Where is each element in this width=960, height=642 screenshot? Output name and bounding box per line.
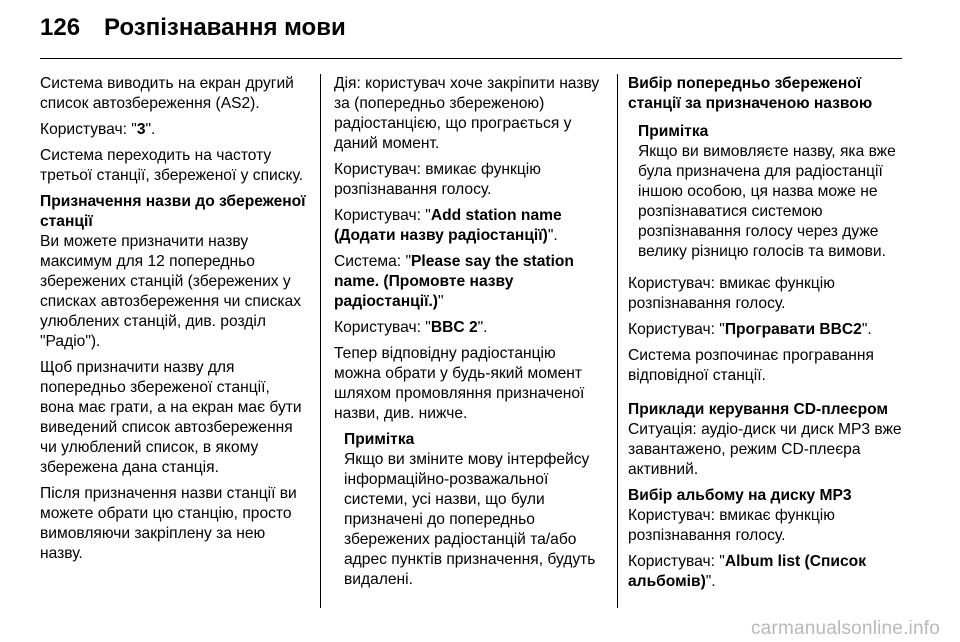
paragraph	[334, 252, 604, 312]
section-heading: Приклади керування CD-плеєром	[628, 401, 888, 418]
text: Користувач: "	[40, 121, 137, 138]
paragraph: Користувач: вмикає функцію розпізнавання голосу.	[334, 161, 541, 198]
paragraph	[40, 120, 308, 140]
paragraph: Дія: користувач хоче закріпити назву за (попередньо збереженою) радіостанцією, що програється у даний момент.	[334, 75, 600, 152]
text: Користувач: "	[628, 321, 725, 338]
text: ".	[861, 321, 872, 338]
column-2	[334, 74, 604, 602]
text: ".	[145, 121, 156, 138]
paragraph: Користувач: вмикає функцію розпізнавання голосу.	[628, 507, 835, 544]
column-divider	[617, 74, 618, 608]
watermark: carmanualsonline.info	[750, 618, 940, 639]
column-divider	[320, 74, 321, 608]
page-title: Розпізнавання мови	[104, 14, 346, 41]
bold-text: Програвати BBC2	[724, 321, 862, 338]
header-rule	[40, 58, 902, 59]
paragraph: Система переходить на частоту третьої станції, збереженої у списку.	[40, 147, 304, 184]
paragraph: Система виводить на екран другий список автозбереження (AS2).	[40, 75, 294, 112]
bold-text: Album list (Список альбомів)	[628, 553, 866, 590]
paragraph: Користувач: вмикає функцію розпізнавання голосу.	[628, 275, 835, 312]
note-box	[628, 122, 906, 262]
paragraph	[628, 320, 906, 340]
bold-text: 3	[136, 121, 146, 138]
note-title: Примітка	[344, 431, 415, 448]
paragraph: Ви можете призначити назву максимум для 12 попередньо збережених станцій (збережених у списках автозбереження чи списках улюблених станцій, див. розділ "Радіо").	[40, 233, 302, 350]
paragraph	[628, 552, 906, 592]
text: ".	[547, 227, 558, 244]
paragraph: Тепер відповідну радіостанцію можна обрати у будь-який момент шляхом промовляння призначеної назви, див. нижче.	[334, 345, 585, 422]
paragraph: Щоб призначити назву для попередньо збереженої станції, вона має грати, а на екран має бути виведений список автозбереження чи улюблений список, в якому збережена дана станція.	[40, 359, 302, 476]
section-heading: Призначення назви до збереженої станції	[40, 193, 306, 230]
bold-text: BBC 2	[430, 319, 478, 336]
text: Користувач: "	[334, 319, 431, 336]
paragraph: Після призначення назви станції ви можете обрати цю станцію, просто вимовляючи закріплену за нею назву.	[40, 485, 297, 562]
bold-text: Please say the station name. (Промовте назву радіостанції.)	[334, 253, 574, 310]
text: Користувач: "	[628, 553, 725, 570]
text: "	[437, 293, 444, 310]
text: ".	[477, 319, 488, 336]
page-number: 126	[40, 14, 81, 41]
section-heading: Вибір альбому на диску MP3	[628, 487, 852, 504]
note-box	[334, 430, 604, 590]
section-heading: Вибір попередньо збереженої станції за призначеною назвою	[628, 75, 873, 112]
page-header	[40, 14, 346, 50]
column-1	[40, 74, 308, 570]
paragraph	[334, 206, 604, 246]
paragraph: Система розпочинає програвання відповідної станції.	[628, 347, 874, 384]
bold-text: Add station name (Додати назву радіостанції)	[334, 207, 562, 244]
paragraph: Ситуація: аудіо-диск чи диск MP3 вже завантажено, режим CD-плеєра активний.	[628, 421, 902, 478]
note-text: Якщо ви зміните мову інтерфейсу інформаційно-розважальної системи, усі назви, що були призначені до попередньо збережених радіостанцій та/або адрес пунктів призначення, будуть видалені.	[344, 451, 596, 588]
text: Система: "	[334, 253, 412, 270]
note-text: Якщо ви вимовляєте назву, яка вже була призначена для радіостанції іншою особою, ця назва може не розпізнаватися системою розпізнавання голосу через дуже велику різницю голосів та вимови.	[638, 143, 896, 260]
column-3	[628, 74, 906, 598]
text: Користувач: "	[334, 207, 431, 224]
paragraph	[334, 318, 604, 338]
text: ".	[705, 573, 716, 590]
note-title: Примітка	[638, 123, 709, 140]
